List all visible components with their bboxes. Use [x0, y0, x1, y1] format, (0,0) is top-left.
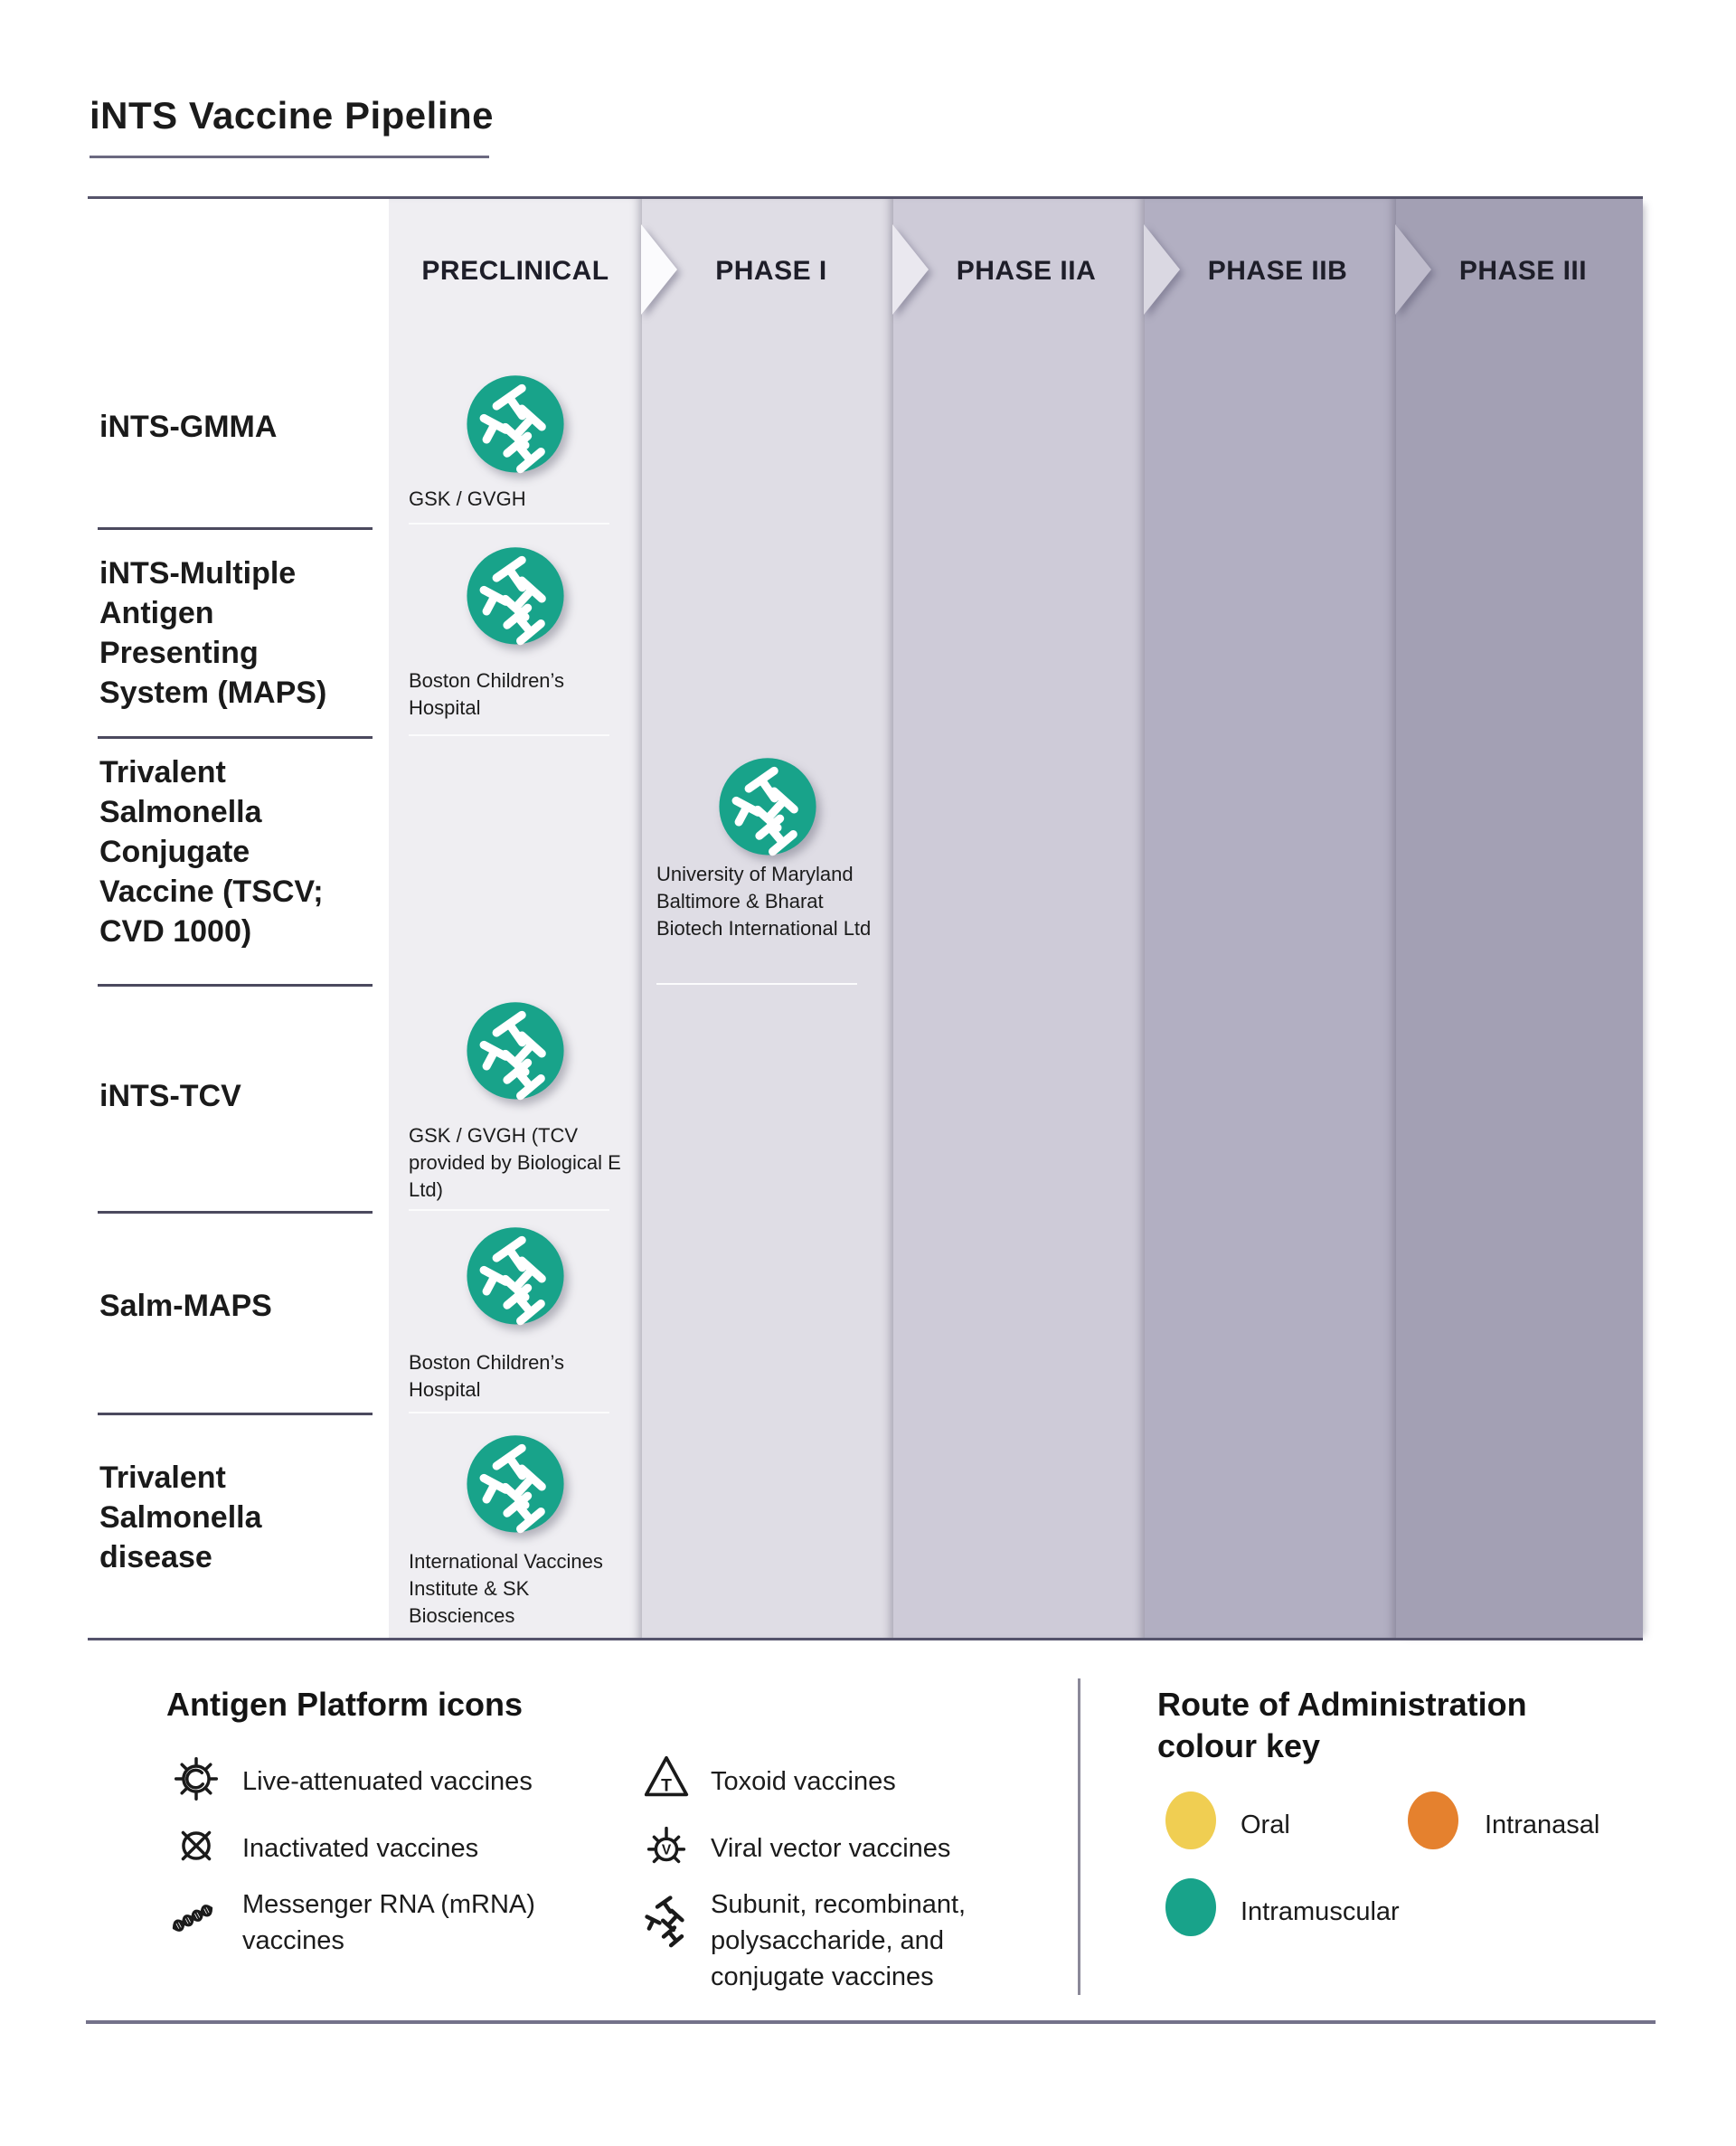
viral-vector-icon [638, 1816, 694, 1876]
row-label-trivalent-salmonella: Trivalent Salmonella disease [99, 1461, 262, 1574]
legend-divider [1078, 1678, 1080, 1995]
legend-item-label: Messenger RNA (mRNA) vaccines [242, 1890, 535, 1955]
title-underline [90, 156, 489, 158]
column-row-separator [656, 983, 857, 985]
row-separator [98, 527, 373, 530]
row-label-tscv: Trivalent Salmonella Conjugate Vaccine (TSCV; CVD 1000) [99, 755, 324, 949]
phase-header-phase-2a: PHASE IIA [956, 256, 1097, 286]
antigen-legend-title: Antigen Platform icons [166, 1686, 524, 1723]
subunit-conjugate-vaccine-icon [464, 542, 567, 652]
route-label-intramuscular: Intramuscular [1241, 1897, 1400, 1926]
row-label-ints-gmma: iNTS-GMMA [99, 410, 278, 444]
sponsor-label: University of Maryland Baltimore & Bharat Biotech International Ltd [656, 863, 872, 940]
inactivated-virus-icon [168, 1816, 224, 1876]
sponsor-label: GSK / GVGH (TCV provided by Biological E Ltd) [409, 1124, 621, 1201]
subunit-conjugate-vaccine-icon [464, 1430, 567, 1540]
pipeline-bottom-border [88, 1638, 1643, 1640]
legend-item-label: Inactivated vaccines [242, 1834, 479, 1863]
row-separator [98, 736, 373, 739]
legend-item-label: Subunit, recombinant, polysaccharide, and conjugate vaccines [711, 1890, 967, 1991]
oral-route-swatch-icon [1165, 1791, 1217, 1850]
row-separator [98, 984, 373, 987]
phase-header-preclinical: PRECLINICAL [421, 256, 609, 286]
intramuscular-route-swatch-icon [1165, 1877, 1217, 1937]
subunit-conjugate-vaccine-icon [716, 752, 819, 863]
toxoid-triangle-icon [638, 1749, 694, 1809]
column-row-separator [409, 1412, 609, 1413]
route-label-oral: Oral [1241, 1810, 1290, 1839]
column-row-separator [409, 523, 609, 525]
subunit-conjugate-vaccine-icon [464, 997, 567, 1107]
legend-item-label: Toxoid vaccines [711, 1767, 896, 1796]
sponsor-label: GSK / GVGH [409, 487, 526, 510]
live-attenuated-virus-icon [168, 1749, 224, 1809]
page-title: iNTS Vaccine Pipeline [90, 94, 495, 137]
row-label-ints-tcv: iNTS-TCV [99, 1079, 241, 1113]
subunit-conjugate-vaccine-icon [464, 370, 567, 480]
sponsor-label: Boston Children’s Hospital [409, 1351, 565, 1401]
route-legend-title: Route of Administration colour key [1157, 1686, 1527, 1764]
row-label-ints-maps: iNTS-Multiple Antigen Presenting System (MAPS) [99, 556, 327, 710]
column-phase-3 [1396, 199, 1643, 1638]
phase-header-phase-2b: PHASE IIB [1207, 256, 1348, 286]
intranasal-route-swatch-icon [1407, 1791, 1459, 1850]
phase-header-phase-1: PHASE I [715, 256, 827, 286]
route-label-intranasal: Intranasal [1485, 1810, 1600, 1839]
row-separator [98, 1413, 373, 1415]
sponsor-label: Boston Children’s Hospital [409, 669, 565, 719]
column-phase-2b [1145, 199, 1396, 1638]
mrna-helix-icon [165, 1888, 221, 1948]
legend-item-label: Live-attenuated vaccines [242, 1767, 533, 1796]
row-label-salm-maps: Salm-MAPS [99, 1289, 272, 1323]
column-row-separator [409, 734, 609, 736]
subunit-conjugate-icon [640, 1888, 696, 1948]
phase-header-phase-3: PHASE III [1458, 256, 1588, 286]
row-separator [98, 1211, 373, 1214]
legend-item-label: Viral vector vaccines [711, 1834, 951, 1863]
column-row-separator [409, 1209, 609, 1211]
subunit-conjugate-vaccine-icon [464, 1222, 567, 1332]
sponsor-label: International Vaccines Institute & SK Biosciences [409, 1550, 603, 1627]
page-bottom-border [86, 2020, 1656, 2024]
column-phase-2a [893, 199, 1145, 1638]
